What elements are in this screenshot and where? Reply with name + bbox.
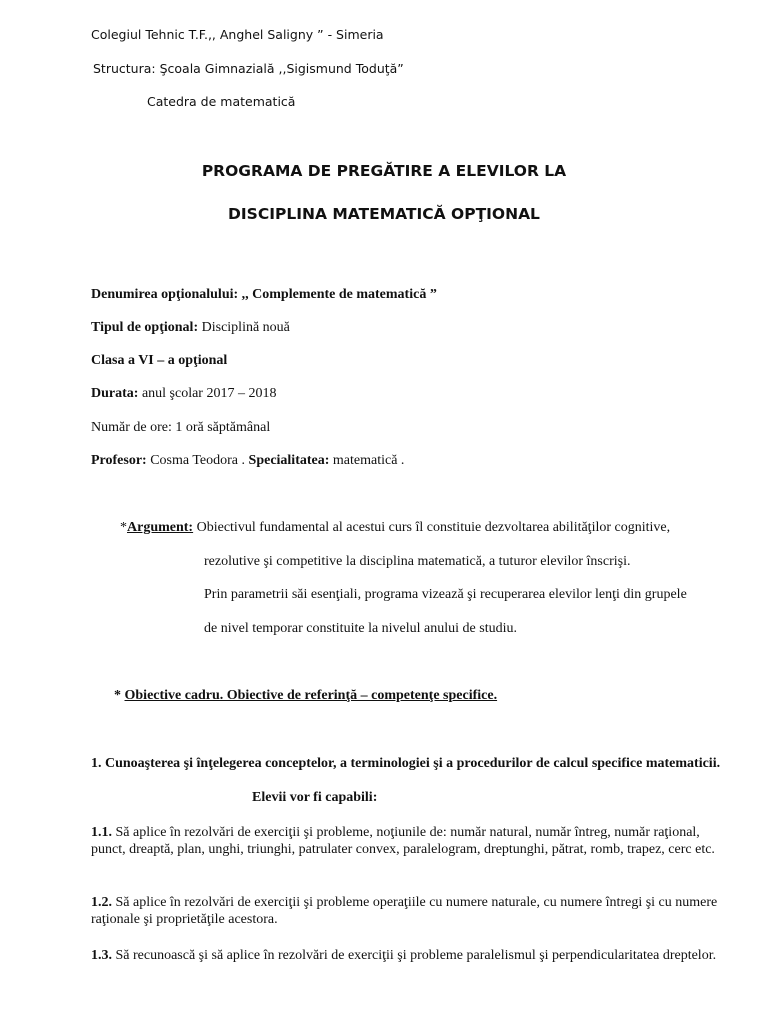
objective-number: 1.2. xyxy=(91,895,112,910)
optional-type-value: Disciplină nouă xyxy=(198,320,290,335)
objective-number: 1.1. xyxy=(91,825,112,840)
school-structure: Structura: Şcoala Gimnazială ,,Sigismund Toduţă” xyxy=(93,61,404,76)
objective-number: 1.3. xyxy=(91,948,112,963)
objective-text: Să recunoască şi să aplice în rezolvări de exerciţii şi probleme paralelismul şi perpendicularitatea dreptelor. xyxy=(112,948,717,963)
duration-value: anul şcolar 2017 – 2018 xyxy=(138,386,277,401)
objective-text: Să aplice în rezolvări de exerciţii şi probleme operaţiile cu numere naturale, cu numere întregi şi cu numere raţionale şi proprietăţile acestora. xyxy=(91,895,718,927)
optional-name-value: ,, Complemente de matematică ” xyxy=(238,287,437,302)
duration-row xyxy=(91,386,276,402)
class-label: Clasa a VI – a opţional xyxy=(91,353,228,368)
optional-type-label: Tipul de opţional: xyxy=(91,320,199,335)
objectives-prefix: * xyxy=(114,688,125,703)
objective-text: Să aplice în rezolvări de exerciţii şi probleme, noţiunile de: număr natural, număr întreg, număr raţional, punct, dreaptă, plan, unghi, triunghi, patrulater convex, paralelogram, dreptunghi, pătrat, romb, trapez, cerc etc. xyxy=(91,825,715,857)
specialty-value: matematică . xyxy=(329,453,405,468)
capable-heading: Elevii vor fi capabili: xyxy=(252,790,378,805)
argument-line-1 xyxy=(120,520,670,536)
objective-item xyxy=(91,947,731,964)
argument-label: Argument: xyxy=(127,520,194,535)
teacher-value: Cosma Teodora . xyxy=(146,453,249,468)
page-title-line-1: PROGRAMA DE PREGĂTIRE A ELEVILOR LA xyxy=(201,162,567,180)
objectives-heading: Obiective cadru. Obiective de referinţă – competenţe specifice. xyxy=(124,688,498,703)
hours-row: Număr de ore: 1 oră săptămânal xyxy=(91,420,271,435)
argument-text-1: Obiectivul fundamental al acestui curs îl constituie dezvoltarea abilităţilor cognitive, xyxy=(193,520,671,535)
teacher-row xyxy=(91,453,404,469)
argument-line-4: de nivel temporar constituite la nivelul anului de studiu. xyxy=(204,621,517,636)
objectives-heading-row xyxy=(114,688,497,704)
argument-line-3: Prin parametrii săi esenţiali, programa vizează şi recuperarea elevilor lenţi din grupele xyxy=(204,587,687,602)
objective-item xyxy=(91,824,731,858)
objective-item xyxy=(91,894,731,928)
teacher-label: Profesor: xyxy=(91,453,147,468)
school-name: Colegiul Tehnic T.F.,, Anghel Saligny ” - Simeria xyxy=(91,27,384,42)
department-name: Catedra de matematică xyxy=(147,94,296,109)
page-title-line-2: DISCIPLINA MATEMATICĂ OPŢIONAL xyxy=(228,205,540,223)
optional-name-label: Denumirea opţionalului: xyxy=(91,287,239,302)
specialty-label: Specialitatea: xyxy=(248,453,330,468)
section-1-heading: 1. Cunoaşterea şi înţelegerea conceptelor, a terminologiei şi a procedurilor de calcul specifice matematicii. xyxy=(91,756,721,771)
optional-type-row xyxy=(91,320,290,336)
argument-prefix: * xyxy=(120,520,127,535)
duration-label: Durata: xyxy=(91,386,139,401)
argument-line-2: rezolutive şi competitive la disciplina matematică, a tuturor elevilor înscrişi. xyxy=(204,554,631,569)
optional-name-row xyxy=(91,287,437,303)
class-row xyxy=(91,353,227,369)
